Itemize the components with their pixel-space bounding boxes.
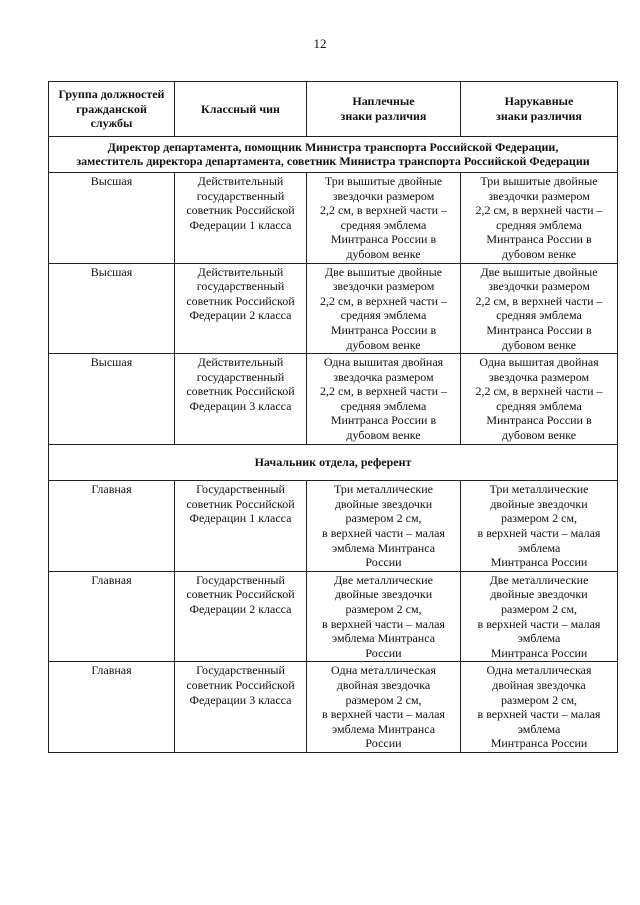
cell-shoulder-line: Две металлические (334, 572, 433, 587)
cell-shoulder (307, 354, 461, 445)
cell-sleeve-line: Одна вышитая двойная (479, 355, 599, 370)
cell-shoulder (307, 172, 461, 263)
cell-shoulder-line: двойные звездочки (334, 587, 433, 602)
cell-rank-line: советник Российской (186, 496, 295, 511)
cell-rank (175, 571, 307, 662)
cell-sleeve-line: 2,2 см, в верхней части – (475, 293, 603, 308)
cell-sleeve (461, 481, 618, 572)
cell-rank-line: Федерации 2 класса (189, 308, 292, 323)
cell-shoulder-line: средняя эмблема (340, 217, 427, 232)
cell-sleeve-line: двойные звездочки (490, 587, 588, 602)
cell-sleeve-line: 2,2 см, в верхней части – (475, 384, 603, 399)
cell-sleeve-line: в верхней части – малая (477, 526, 601, 541)
cell-sleeve-line: размером 2 см, (500, 692, 578, 707)
cell-sleeve-line: в верхней части – малая (477, 707, 601, 722)
cell-sleeve-line: размером 2 см, (500, 511, 578, 526)
header-shoulder-line: Наплечные (352, 94, 415, 109)
cell-shoulder-line: средняя эмблема (340, 308, 427, 323)
cell-sleeve-line: звездочка размером (488, 369, 590, 384)
section-header-row (49, 444, 618, 481)
cell-group (49, 481, 175, 572)
cell-rank-line: советник Российской (186, 384, 295, 399)
insignia-table (48, 81, 618, 753)
cell-shoulder-line: эмблема Минтранса (331, 631, 436, 646)
cell-group-line: Главная (91, 663, 132, 678)
cell-rank-line: Федерации 1 класса (189, 511, 292, 526)
section-title-line: заместитель директора департамента, советник Министра транспорта Российской Федерации (76, 154, 590, 169)
cell-shoulder-line: в верхней части – малая (322, 616, 445, 631)
cell-sleeve-line: Три металлические (489, 482, 589, 497)
cell-rank-line: советник Российской (186, 203, 295, 218)
cell-shoulder (307, 481, 461, 572)
cell-sleeve-line: дубовом венке (501, 428, 577, 443)
cell-rank (175, 481, 307, 572)
cell-shoulder-line: звездочки размером (332, 188, 435, 203)
cell-rank-line: государственный (196, 279, 285, 294)
section-title-line: Директор департамента, помощник Министра транспорта Российской Федерации, (107, 139, 559, 154)
cell-group (49, 662, 175, 753)
table-row (49, 263, 618, 354)
cell-shoulder-line: дубовом венке (346, 428, 421, 443)
table-row (49, 662, 618, 753)
cell-shoulder-line: эмблема Минтранса (331, 721, 436, 736)
cell-sleeve-line: размером 2 см, (500, 602, 578, 616)
table-row (49, 481, 618, 572)
cell-sleeve-line: звездочки размером (488, 279, 590, 294)
page-number: 12 (313, 36, 327, 51)
cell-rank-line: государственный (196, 188, 285, 203)
cell-shoulder-line: двойная звездочка (336, 677, 431, 692)
header-sleeve-line: Нарукавные (504, 94, 574, 109)
cell-shoulder-line: России (365, 645, 402, 660)
cell-shoulder-line: средняя эмблема (340, 398, 427, 413)
cell-shoulder-line: дубовом венке (346, 337, 421, 352)
cell-sleeve-line: звездочки размером (488, 188, 590, 203)
cell-sleeve (461, 263, 618, 354)
cell-rank-line: Федерации 3 класса (189, 398, 292, 413)
cell-shoulder (307, 662, 461, 753)
cell-sleeve (461, 662, 618, 753)
cell-shoulder-line: размером 2 см, (345, 692, 422, 707)
section-title (49, 136, 618, 172)
cell-rank-line: Государственный (196, 572, 285, 587)
section-header-row (49, 136, 618, 172)
table-body (49, 136, 618, 752)
cell-group-line: Высшая (90, 264, 133, 279)
cell-shoulder-line: в верхней части – малая (322, 707, 445, 722)
header-sleeve-line: знаки различия (496, 108, 582, 123)
cell-rank-line: государственный (196, 369, 285, 384)
cell-shoulder-line: Две вышитые двойные (324, 264, 443, 279)
cell-rank-line: Государственный (196, 482, 285, 497)
cell-sleeve-line: средняя эмблема (496, 308, 582, 323)
cell-sleeve-line: средняя эмблема (496, 398, 582, 413)
header-group-line: гражданской (76, 101, 147, 116)
cell-shoulder-line: Минтранса России в (330, 232, 437, 247)
cell-group (49, 571, 175, 662)
cell-sleeve (461, 172, 618, 263)
cell-group-line: Главная (91, 572, 132, 587)
cell-sleeve-line: эмблема (517, 540, 561, 555)
cell-sleeve-line: Минтранса России в (486, 322, 592, 337)
cell-shoulder-line: звездочки размером (332, 279, 435, 294)
cell-sleeve-line: Минтранса России (490, 736, 588, 751)
cell-sleeve-line: 2,2 см, в верхней части – (475, 203, 603, 218)
cell-shoulder (307, 263, 461, 354)
cell-sleeve (461, 354, 618, 445)
cell-shoulder-line: России (365, 555, 402, 570)
header-group-line: Группа должностей (58, 87, 165, 101)
cell-shoulder-line: двойные звездочки (334, 496, 433, 511)
cell-rank (175, 263, 307, 354)
table-row (49, 172, 618, 263)
cell-group (49, 263, 175, 354)
cell-shoulder-line: 2,2 см, в верхней части – (319, 384, 448, 399)
cell-group-line: Высшая (90, 173, 133, 188)
cell-shoulder-line: 2,2 см, в верхней части – (319, 203, 448, 218)
cell-shoulder-line: 2,2 см, в верхней части – (319, 293, 448, 308)
cell-group-line: Главная (91, 482, 132, 497)
cell-sleeve-line: Две металлические (489, 572, 589, 587)
cell-sleeve-line: в верхней части – малая (477, 616, 601, 631)
cell-rank-line: Федерации 1 класса (189, 217, 292, 232)
cell-shoulder-line: Одна вышитая двойная (323, 355, 444, 370)
cell-sleeve-line: двойные звездочки (490, 496, 588, 511)
table-row (49, 354, 618, 445)
cell-shoulder-line: звездочка размером (333, 369, 434, 384)
cell-rank (175, 354, 307, 445)
cell-shoulder-line: размером 2 см, (345, 602, 422, 616)
cell-rank-line: Действительный (197, 355, 284, 370)
cell-rank (175, 172, 307, 263)
cell-shoulder-line: дубовом венке (346, 246, 421, 261)
cell-rank-line: Федерации 3 класса (189, 692, 292, 707)
header-rank-line: Классный чин (201, 101, 280, 116)
cell-rank-line: советник Российской (186, 587, 295, 602)
cell-sleeve-line: двойная звездочка (492, 677, 586, 692)
cell-sleeve-line: Одна металлическая (486, 663, 592, 678)
cell-sleeve-line: Минтранса России (490, 645, 588, 660)
cell-shoulder-line: эмблема Минтранса (331, 540, 436, 555)
cell-shoulder-line: размером 2 см, (345, 511, 422, 526)
cell-rank (175, 662, 307, 753)
cell-shoulder-line: Одна металлическая (331, 663, 436, 678)
cell-rank-line: Федерации 2 класса (189, 602, 292, 616)
cell-shoulder (307, 571, 461, 662)
cell-sleeve-line: Минтранса России в (486, 413, 592, 428)
cell-sleeve-line: дубовом венке (501, 337, 577, 352)
cell-sleeve (461, 571, 618, 662)
header-shoulder-line: знаки различия (340, 108, 427, 123)
cell-group-line: Высшая (90, 355, 133, 370)
cell-shoulder-line: Три металлические (334, 482, 433, 497)
cell-shoulder-line: в верхней части – малая (322, 526, 445, 541)
header-shoulder (307, 82, 461, 137)
cell-sleeve-line: эмблема (517, 631, 561, 646)
cell-sleeve-line: Две вышитые двойные (480, 264, 598, 279)
table-header-row (49, 82, 618, 137)
table-row (49, 571, 618, 662)
cell-group (49, 172, 175, 263)
cell-shoulder-line: Минтранса России в (330, 413, 437, 428)
cell-sleeve-line: дубовом венке (501, 246, 577, 261)
cell-rank-line: Государственный (196, 663, 285, 678)
cell-group (49, 354, 175, 445)
cell-rank-line: советник Российской (186, 677, 295, 692)
cell-sleeve-line: эмблема (517, 721, 561, 736)
cell-shoulder-line: Три вышитые двойные (324, 173, 443, 188)
cell-rank-line: советник Российской (186, 293, 295, 308)
header-rank (175, 82, 307, 137)
cell-shoulder-line: России (365, 736, 402, 751)
cell-sleeve-line: Минтранса России в (486, 232, 592, 247)
cell-sleeve-line: средняя эмблема (496, 217, 582, 232)
cell-rank-line: Действительный (197, 264, 284, 279)
cell-sleeve-line: Три вышитые двойные (480, 173, 598, 188)
cell-sleeve-line: Минтранса России (490, 555, 588, 570)
cell-shoulder-line: Минтранса России в (330, 322, 437, 337)
header-sleeve (461, 82, 618, 137)
header-group (49, 82, 175, 137)
header-group-line: службы (90, 116, 133, 131)
section-title-line: Начальник отдела, референт (254, 454, 412, 469)
section-title (49, 444, 618, 481)
cell-rank-line: Действительный (197, 173, 284, 188)
